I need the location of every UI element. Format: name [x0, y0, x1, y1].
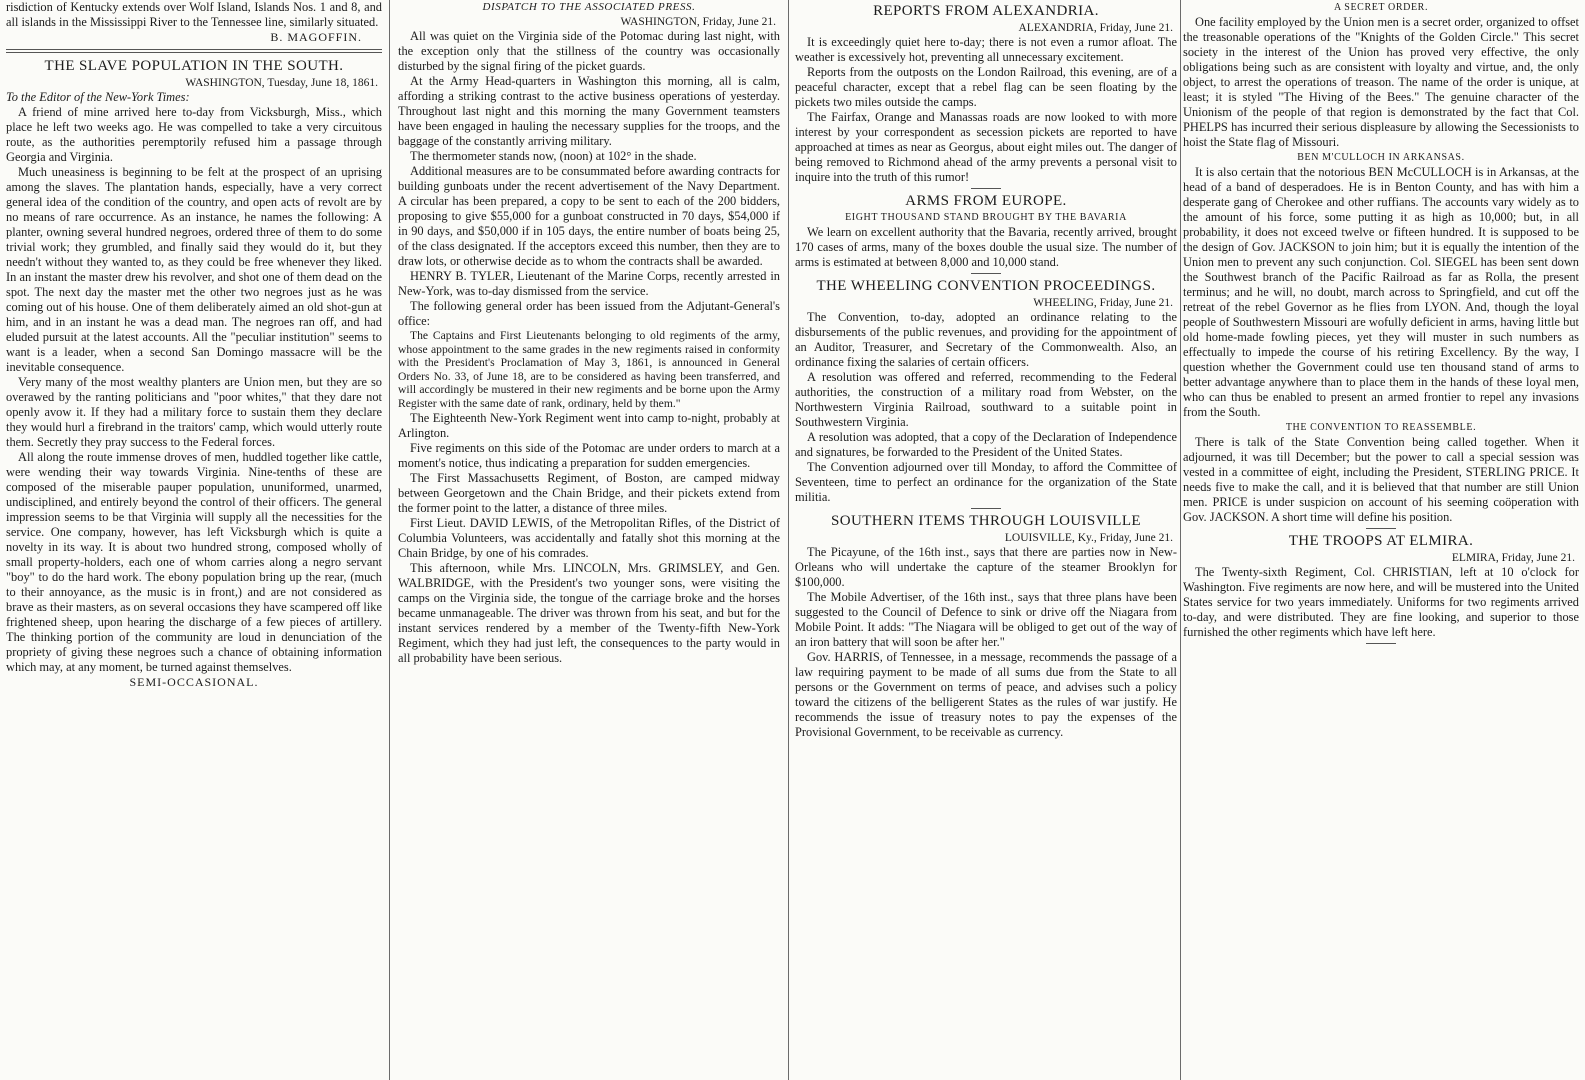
headline-slave-population: THE SLAVE POPULATION IN THE SOUTH.	[44, 58, 344, 74]
paragraph: All along the route immense droves of men, huddled together like cattle, were wending their way towards Virginia. Nine-tenths of these are composed of the miserable pauper population, ununiformed, unarmed, undisciplined, and entirely beyond the control of their officers. The general impression seems to be that Virginia will supply all the necessities for the service. One company, however, has left Vicksburgh which is quite a novelty in its way. It is about two hundred strong, composed wholly of small property-holders, each one of whom carries along a negro servant "boy" to do the hard work. The ebony population bring up the rear, (much to their annoyance, as the music is in front,) and are not considered as brave as their masters, as on several occasions they have scampered off like frightened sheep, upon hearing the discharge of a few pieces of artillery. The thinking portion of the community are loud in denunciation of the propriety of giving these negroes such a chance of obtaining information which may, at any moment, be turned against themselves.	[6, 450, 382, 674]
continued-text: risdiction of Kentucky extends over Wolf Island, Islands Nos. 1 and 8, and all islands in the Mississippi River to the Tennessee line, similarly situated.	[6, 0, 382, 29]
section-rule	[1366, 643, 1396, 644]
paragraph: The First Massachusetts Regiment, of Boston, are camped midway between Georgetown and the Chain Bridge, and their pickets extend from the former point to the latter, a distance of three miles.	[398, 470, 780, 515]
dateline: WASHINGTON, Friday, June 21.	[620, 16, 776, 28]
dateline: WASHINGTON, Tuesday, June 18, 1861.	[185, 77, 378, 89]
paragraph: We learn on excellent authority that the Bavaria, recently arrived, brought 170 cases of arms, many of the boxes double the usual size. The number of arms is estimated at between 8,000 and 10,000 stand.	[795, 225, 1177, 269]
section-rule	[971, 508, 1001, 509]
paragraph: It is exceedingly quiet here to-day; there is not even a rumor afloat. The weather is excessively hot, preventing all unnecessary excitement.	[795, 35, 1177, 64]
paragraph: The Fairfax, Orange and Manassas roads are now looked to with more interest by your correspondent as secession pickets are reported to have approached at times as near as Georgus, about eight miles out. The danger of being removed to Richmond ahead of the army prevents a personal visit to inquire into the truth of this rumor!	[795, 110, 1177, 184]
paragraph: The Eighteenth New-York Regiment went into camp to-night, probably at Arlington.	[398, 410, 780, 440]
column-2	[398, 0, 780, 1080]
subhead-bavaria: EIGHT THOUSAND STAND BROUGHT BY THE BAVARIA	[845, 212, 1127, 223]
column-1	[6, 0, 382, 1080]
headline-ben-mcculloch: BEN M'CULLOCH IN ARKANSAS.	[1297, 152, 1465, 163]
paragraph: The thermometer stands now, (noon) at 102° in the shade.	[410, 149, 697, 163]
double-rule	[6, 49, 382, 53]
paragraph: A friend of mine arrived here to-day from Vicksburgh, Miss., which place he left two weeks ago. He was compelled to take a very circuitous route, as the authorities peremptorily refused him a passage through Georgia and Virginia.	[6, 105, 382, 164]
paragraph: HENRY B. TYLER, Lieutenant of the Marine Corps, recently arrested in New-York, was to-day dismissed from the service.	[398, 269, 780, 298]
salutation: To the Editor of the New-York Times:	[6, 90, 190, 104]
headline-wheeling-convention: THE WHEELING CONVENTION PROCEEDINGS.	[816, 278, 1156, 294]
paragraph: The Picayune, of the 16th inst., says that there are parties now in New-Orleans who will undertake the capture of the steamer Brooklyn for $100,000.	[795, 545, 1177, 589]
paragraph: The Twenty-sixth Regiment, Col. CHRISTIAN, left at 10 o'clock for Washington. Five regiments are now here, and will be mustered into the United States service for two years immediately. Uniforms for two regiments arrived to-day, and were distributed. They are fine looking, and superior to those furnished the other regiments which have left here.	[1183, 565, 1579, 639]
paragraph: This afternoon, while Mrs. LINCOLN, Mrs. GRIMSLEY, and Gen. WALBRIDGE, with the President's two younger sons, were visiting the camps on the Virginia side, the tongue of the carriage broke and the horses became unmanageable. The driver was thrown from his seat, and but for the instant services rendered by a member of the Twenty-fifth New-York Regiment, which they had just left, the consequences to the party would in all probability have been serious.	[398, 560, 780, 665]
column-divider	[389, 0, 390, 1080]
paragraph: Gov. HARRIS, of Tennessee, in a message, recommends the passage of a law requiring payment to be made of all sums due from the State to all persons or the Government on terms of peace, and advises such a policy toward the citizens of the belligerent States as the rules of war justify. He recommends the issue of treasury notes to pay the expenses of the Provisional Government, to be receivable as currency.	[795, 650, 1177, 739]
paragraph: A resolution was offered and referred, recommending to the Federal authorities, the construction of a military road from Webster, on the Northwestern Virginia Railroad, southward to a suitable point in Southwestern Virginia.	[795, 370, 1177, 429]
dateline: ALEXANDRIA, Friday, June 21.	[1018, 22, 1173, 34]
paragraph: One facility employed by the Union men is a secret order, organized to offset the treasonable operations of the "Knights of the Golden Circle." This secret society in the interest of the Union has proved very effective, the only obligations being such as are consistent with loyalty and virtue, and, the only object, to arrest the operations of treason. The name of the order is unique, at least; it is styled "The Hiving of the Bees." The genuine character of the Unionism of the people of that region is demonstrated by the fact that Col. PHELPS has incurred their serious displeasure by allowing the Secessionists to hoist the State flag of Missouri.	[1183, 15, 1579, 149]
paragraph: The Convention adjourned over till Monday, to afford the Committee of Seventeen, time to perfect an ordinance for the organization of the State militia.	[795, 460, 1177, 504]
paragraph: Much uneasiness is beginning to be felt at the prospect of an uprising among the slaves. The plantation hands, especially, have a very correct general idea of the condition of the country, and open acts of revolt are by no means of rare occurrence. As an instance, he names the following: A planter, owning several hundred negroes, ordered three of them to do some trivial work; they grumbled, and finally said they would do it, but they needn't without they wanted to, as they could be free whenever they liked. In an instant the master drew his revolver, and shot one of them dead on the spot. The next day the master met the other two negroes just as he was coming out of his house. One of them deliberately aimed an old shot-gun at him, and in an instant he was a dead man. The negroes ran off, and had eluded pursuit at the latest accounts. All the "peculiar institution" seems to want is a leader, when a second San Domingo massacre will be the inevitable consequence.	[6, 165, 382, 374]
signature-magoffin: B. MAGOFFIN.	[270, 30, 362, 44]
paragraph: All was quiet on the Virginia side of the Potomac during last night, with the exception only that the stillness of the country was occasionally disturbed by the signal firing of the picket guards.	[398, 29, 780, 73]
paragraph: Five regiments on this side of the Potomac are under orders to march at a moment's notice, thus indicating a preparation for sudden emergencies.	[398, 440, 780, 470]
paragraph: A resolution was adopted, that a copy of the Declaration of Independence and signatures, be forwarded to the President of the United States.	[795, 430, 1177, 459]
paragraph: The Mobile Advertiser, of the 16th inst., says that three plans have been suggested to the Council of Defence to sink or drive off the Niagara from Mobile Point. It adds: "The Niagara will be obliged to get out of the way of an iron battery that will soon be after her."	[795, 590, 1177, 649]
paragraph: Very many of the most wealthy planters are Union men, but they are so overawed by the ranting politicians and "poor whites," that they dare not openly avow it. If they had a military force to sustain them they declare they would hurl a firebrand in the traitors' camp, which would utterly route them. Secretly they pray success to the Federal forces.	[6, 375, 382, 449]
dateline: ELMIRA, Friday, June 21.	[1451, 552, 1575, 564]
section-rule	[971, 273, 1001, 274]
column-divider	[1180, 0, 1181, 1080]
dateline: LOUISVILLE, Ky., Friday, June 21.	[1004, 532, 1173, 544]
dateline: WHEELING, Friday, June 21.	[1033, 297, 1173, 309]
column-4	[1183, 0, 1579, 1080]
headline-arms-from-europe: ARMS FROM EUROPE.	[905, 193, 1067, 209]
section-rule	[1366, 528, 1396, 529]
signature-semi-occasional: SEMI-OCCASIONAL.	[129, 675, 259, 689]
paragraph: At the Army Head-quarters in Washington this morning, all is calm, affording a striking contrast to the active business operations of yesterday. Throughout last night and this morning the many Government teamsters have been engaged in hauling the necessary supplies for the troops, and the baggage of the constantly arriving military.	[398, 74, 780, 148]
headline-secret-order: A SECRET ORDER.	[1333, 2, 1429, 13]
headline-alexandria: REPORTS FROM ALEXANDRIA.	[873, 3, 1099, 19]
paragraph: There is talk of the State Convention being called together. When it adjourned, it was till December; but the power to call a special session was vested in a committee of eight, including the President, STERLING PRICE. It needs five to make the call, and it is believed that that number are still Union men. PRICE is under suspicion on account of his seeming coöperation with Gov. JACKSON. A short time will define his position.	[1183, 435, 1579, 524]
paragraph: It is also certain that the notorious BEN McCULLOCH is in Arkansas, at the head of a band of desperadoes. He is in Benton County, and has with him a desperate gang of Cherokee and other ruffians. The accounts vary widely as to the amount of his force, some putting it as high as 10,000; but, in all probability, it does not exceed twelve or fifteen hundred. It is supposed to be the design of Gov. JACKSON to join him; but it is equally the intention of the Union men to prevent any such conjunction. Col. SIEGEL has been sent down the Southwest branch of the Pacific Railroad as far as Rolla, the present terminus; and he will, no doubt, march across to Springfield, and cut off the retreat of the rebel Governor as he flies from LYON. And, though the loyal people of Southwestern Missouri are wofully deficient in arms, having little but old home-made fowling pieces, yet they will muster in such numbers as effectually to impede the course of his retiring Excellency. By the way, I question whether the Government could use ten thousand stand of arms to better advantage anywhere than to place them in the hands of these loyal men, who can thus be enabled to present an armed frontier to repel any invasions from the South.	[1183, 165, 1579, 419]
headline-dispatch: DISPATCH TO THE ASSOCIATED PRESS.	[482, 1, 696, 13]
section-rule	[971, 188, 1001, 189]
column-divider	[788, 0, 789, 1080]
paragraph: Reports from the outposts on the London Railroad, this evening, are of a peaceful character, except that a rebel flag can be seen floating by the pickets two miles outside the camps.	[795, 65, 1177, 109]
column-3	[795, 0, 1177, 1080]
paragraph: First Lieut. DAVID LEWIS, of the Metropolitan Rifles, of the District of Columbia Volunteers, was accidentally and fatally shot this morning at the Chain Bridge, by one of his comrades.	[398, 515, 780, 560]
headline-southern-items: SOUTHERN ITEMS THROUGH LOUISVILLE	[831, 513, 1141, 529]
headline-troops-at-elmira: THE TROOPS AT ELMIRA.	[1288, 533, 1474, 549]
paragraph: Additional measures are to be consummated before awarding contracts for building gunboats under the recent advertisement of the Navy Department. A circular has been prepared, a copy to be sent to each of the 200 bidders, proposing to give $55,000 for a gunboat constructed in 70 days, $54,000 if in 90 days, and $50,000 if in 105 days, the entire number of boats being 25, of the class designated. If the acceptors exceed this number, then they are to draw lots, or otherwise decide as to whom the contracts shall be awarded.	[398, 164, 780, 268]
general-order-text: The Captains and First Lieutenants belonging to old regiments of the army, whose appointment to the same grades in the new regiments raised in conformity with the President's Proclamation of May 3, 1861, is announced in General Orders No. 33, of June 18, are to be considered as having been transferred, and will accordingly be mustered in their new regiments and be borne upon the Army Register with the same date of rank, ordinary, held by them."	[398, 329, 780, 410]
paragraph: The Convention, to-day, adopted an ordinance relating to the disbursements of the public revenues, and providing for the appointment of an Auditor, Treasurer, and Secretary of the Commonwealth. Also, an ordinance fixing the salaries of certain officers.	[795, 310, 1177, 369]
headline-convention-reassemble: THE CONVENTION TO REASSEMBLE.	[1285, 422, 1477, 433]
paragraph: The following general order has been issued from the Adjutant-General's office:	[398, 299, 780, 328]
